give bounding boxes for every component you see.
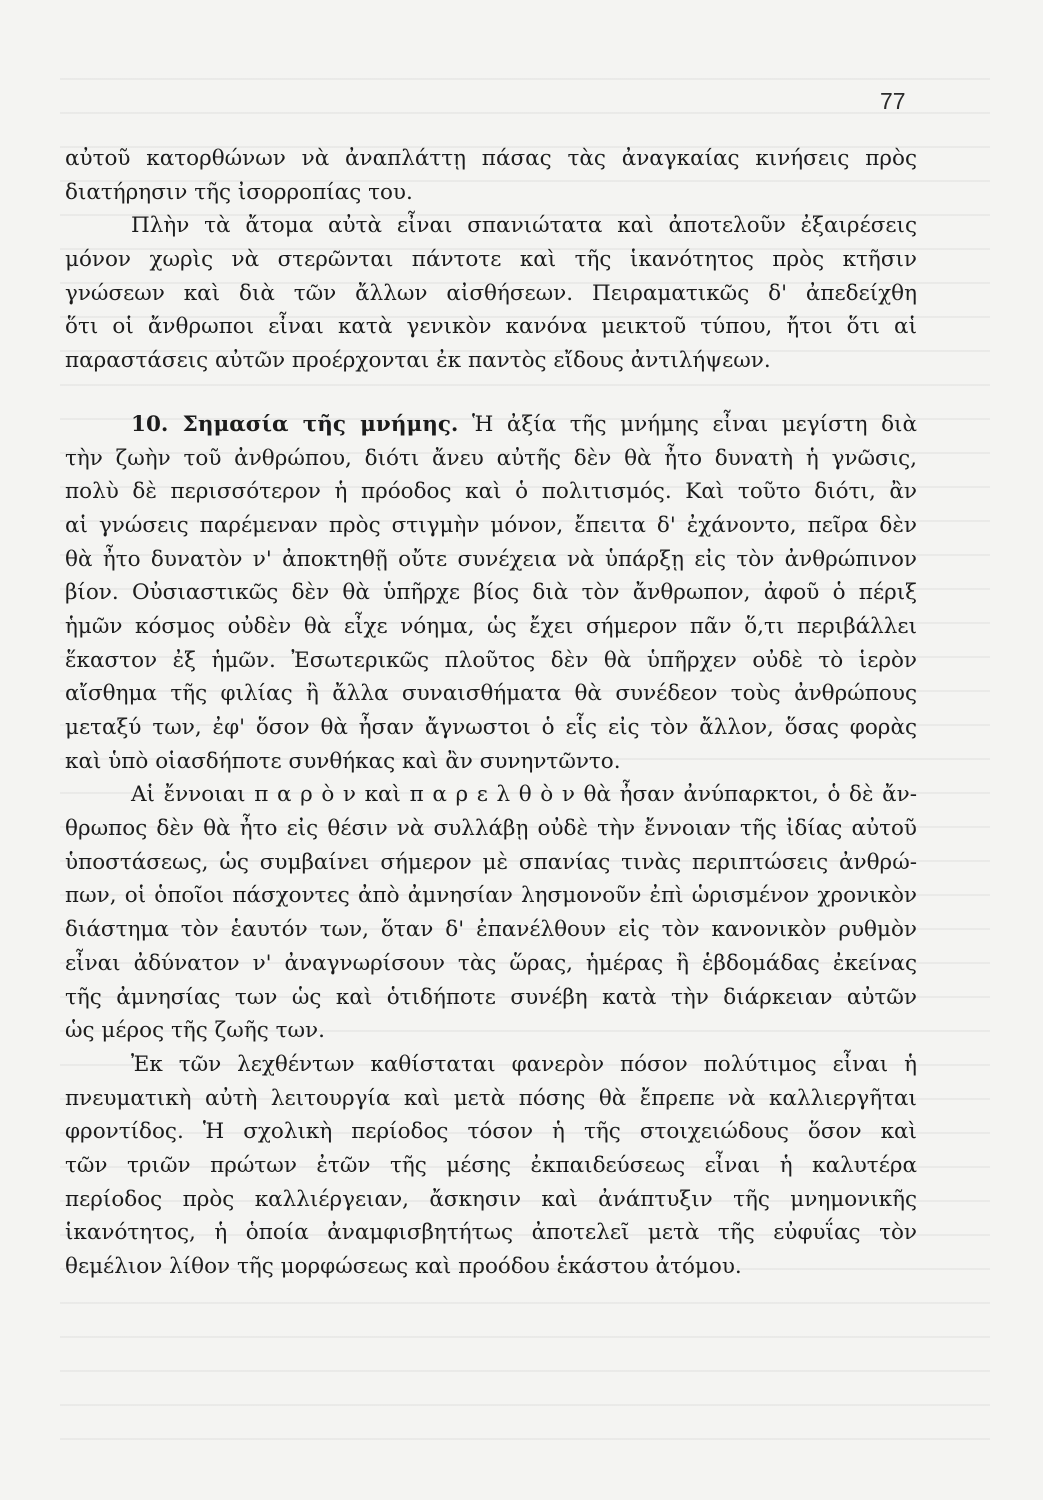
text-line: παραστάσεις αὐτῶν προέρχονται ἐκ παντὸς εἴδους ἀντιλήψεων. bbox=[65, 348, 771, 374]
text-line: τὴν ζωὴν τοῦ ἀνθρώπου, διότι ἄνευ αὐτῆς δὲν θὰ ἦτο δυνατὴ ἡ γνῶσις, bbox=[65, 445, 917, 471]
text-line: θεμέλιον λίθον τῆς μορφώσεως καὶ προόδου ἑκάστου ἀτόμου. bbox=[65, 1254, 742, 1279]
section-first-line: Ἡ ἀξία τῆς μνήμης εἶναι μεγίστη διὰ bbox=[471, 411, 917, 437]
text-line: φροντίδος. Ἡ σχολικὴ περίοδος τόσον ἡ τῆς στοιχειώδους ὅσον καὶ bbox=[65, 1119, 917, 1145]
text-line: περίοδος πρὸς καλλιέργειαν, ἄσκησιν καὶ ἀνάπτυξιν τῆς μνημονικῆς bbox=[65, 1186, 917, 1212]
text-line: μόνον χωρὶς νὰ στερῶνται πάντοτε καὶ τῆς ἱκανότητος πρὸς κτῆσιν bbox=[65, 247, 917, 273]
body-text bbox=[65, 142, 917, 1284]
text-line: ἡμῶν κόσμος οὐδὲν θὰ εἶχε νόημα, ὡς ἔχει σήμερον πᾶν ὅ,τι περιβάλλει bbox=[65, 613, 917, 639]
text-line: τῶν τριῶν πρώτων ἐτῶν τῆς μέσης ἐκπαιδεύσεως εἶναι ἡ καλυτέρα bbox=[65, 1152, 917, 1178]
text-line: αὐτοῦ κατορθώνων νὰ ἀναπλάττῃ πάσας τὰς ἀναγκαίας κινήσεις πρὸς bbox=[65, 146, 917, 171]
text-line: διάστημα τὸν ἑαυτόν των, ὅταν δ' ἐπανέλθουν εἰς τὸν κανονικὸν ρυθμὸν bbox=[65, 917, 917, 943]
text-line: πολὺ δὲ περισσότερον ἡ πρόοδος καὶ ὁ πολιτισμός. Καὶ τοῦτο διότι, ἂν bbox=[65, 479, 917, 505]
text-line: ὅτι οἱ ἄνθρωποι εἶναι κατὰ γενικὸν κανόνα μεικτοῦ τύπου, ἤτοι ὅτι αἱ bbox=[65, 314, 917, 340]
text-line: ὡς μέρος τῆς ζωῆς των. bbox=[65, 1018, 325, 1044]
text-line: ὑποστάσεως, ὡς συμβαίνει σήμερον μὲ σπανίας τινὰς περιπτώσεις ἀνθρώ- bbox=[65, 849, 917, 875]
text-line: Ἐκ τῶν λεχθέντων καθίσταται φανερὸν πόσον πολύτιμος εἶναι ἡ bbox=[131, 1051, 917, 1077]
text-line: θὰ ἦτο δυνατὸν ν' ἀποκτηθῇ οὔτε συνέχεια νὰ ὑπάρξῃ εἰς τὸν ἀνθρώπινον bbox=[65, 546, 917, 572]
text-line: αἴσθημα τῆς φιλίας ἢ ἄλλα συναισθήματα θὰ συνέδεον τοὺς ἀνθρώπους bbox=[65, 681, 917, 707]
text-line: μεταξύ των, ἐφ' ὅσον θὰ ἦσαν ἄγνωστοι ὁ εἷς εἰς τὸν ἄλλον, ὅσας φορὰς bbox=[65, 715, 917, 740]
text-line: γνώσεων καὶ διὰ τῶν ἄλλων αἰσθήσεων. Πειραματικῶς δ' ἀπεδείχθη bbox=[65, 280, 917, 306]
text-line: ἱκανότητος, ἡ ὁποία ἀναμφισβητήτως ἀποτελεῖ μετὰ τῆς εὐφυΐας τὸν bbox=[65, 1220, 917, 1246]
text-line: τῆς ἀμνησίας των ὡς καὶ ὁτιδήποτε συνέβη κατὰ τὴν διάρκειαν αὐτῶν bbox=[65, 984, 917, 1010]
section-heading-line bbox=[65, 408, 917, 442]
page-number: 77 bbox=[880, 88, 906, 114]
text-line: ἕκαστον ἐξ ἡμῶν. Ἐσωτερικῶς πλοῦτος δὲν θὰ ὑπῆρχεν οὐδὲ τὸ ἱερὸν bbox=[65, 647, 917, 673]
text-line: αἱ γνώσεις παρέμεναν πρὸς στιγμὴν μόνον, ἔπειτα δ' ἐχάνοντο, πεῖρα δὲν bbox=[65, 512, 917, 538]
text-line: εἶναι ἀδύνατον ν' ἀναγνωρίσουν τὰς ὥρας, ἡμέρας ἢ ἑβδομάδας ἐκείνας bbox=[65, 950, 917, 976]
section-heading: 10. Σημασία τῆς μνήμης. bbox=[131, 411, 459, 437]
text-line: Πλὴν τὰ ἄτομα αὐτὰ εἶναι σπανιώτατα καὶ ἀποτελοῦν ἐξαιρέσεις bbox=[131, 213, 917, 239]
text-line: καὶ ὑπὸ οἱασδήποτε συνθήκας καὶ ἂν συνηντῶντο. bbox=[65, 748, 621, 774]
text-line: διατήρησιν τῆς ἰσορροπίας του. bbox=[65, 179, 413, 205]
text-line: βίον. Οὐσιαστικῶς δὲν θὰ ὑπῆρχε βίος διὰ τὸν ἄνθρωπον, ἀφοῦ ὁ πέριξ bbox=[65, 580, 917, 606]
text-line: θρωπος δὲν θὰ ἦτο εἰς θέσιν νὰ συλλάβῃ οὐδὲ τὴν ἔννοιαν τῆς ἰδίας αὐτοῦ bbox=[65, 816, 917, 842]
text-line: Αἱ ἔννοιαι π α ρ ὸ ν καὶ π α ρ ε λ θ ὸ ν θὰ ἦσαν ἀνύπαρκτοι, ὁ δὲ ἄν- bbox=[131, 782, 917, 808]
text-line: πνευματικὴ αὐτὴ λειτουργία καὶ μετὰ πόσης θὰ ἔπρεπε νὰ καλλιεργῆται bbox=[65, 1085, 917, 1111]
text-line: πων, οἱ ὁποῖοι πάσχοντες ἀπὸ ἀμνησίαν λησμονοῦν ἐπὶ ὡρισμένον χρονικὸν bbox=[65, 883, 917, 909]
